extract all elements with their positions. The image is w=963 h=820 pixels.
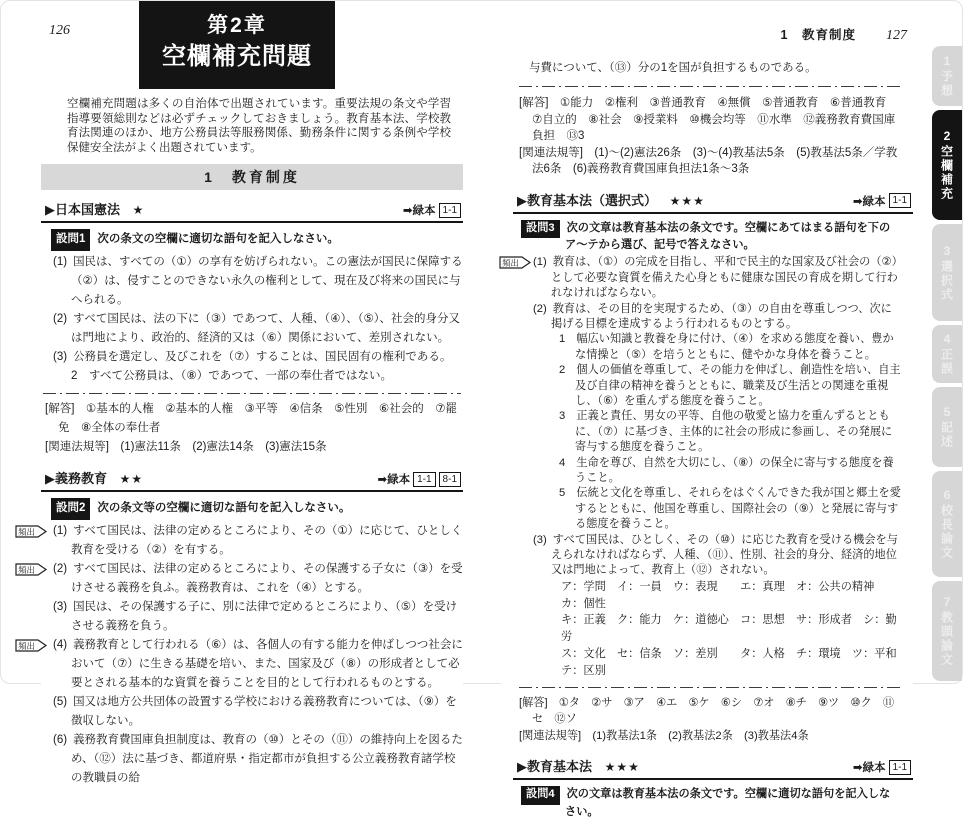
ref-box: 8-1 xyxy=(439,472,461,487)
question-intro-text: 次の文章は教育基本法の条文です。空欄にあてはまる語句を下のア～テから選び、記号で答えなさい。 xyxy=(565,221,891,251)
question-number-badge: 設問1 xyxy=(51,229,90,251)
heading-nihonkoku-kenpo xyxy=(41,199,463,223)
page-number-left: 126 xyxy=(49,23,70,38)
question-item: (5) 国又は地方公共団体の設置する学校における義務教育については、（⑨）を徴収しない。 xyxy=(53,696,457,728)
related-laws-line: [関連法規等] (1)憲法11条 (2)憲法14条 (3)憲法15条 xyxy=(45,441,327,454)
question-intro-text: 次の条文等の空欄に適切な語句を記入しなさい。 xyxy=(97,502,351,515)
svg-text:頻出: 頻出 xyxy=(18,527,36,538)
ref-box: 1-1 xyxy=(889,193,911,208)
question-item: (3) すべて国民は、ひとしく、その（⑩）に応じた教育を受ける機会を与えられなければならず、人種、（⑪）、性別、社会的身分、経済的地位又は門地によって、教育上（⑫）されない。 xyxy=(533,533,898,577)
question-subitem: 5 伝統と文化を尊重し、それらをはぐくんできた我が国と郷土を愛するとともに、他国を尊重し、国際社会の（⑨）と発展に寄与する態度を養うこと。 xyxy=(559,487,901,531)
question-intro-text: 次の文章は教育基本法の条文です。空欄に適切な語句を記入しなさい。 xyxy=(565,788,891,818)
question-number-badge: 設問3 xyxy=(521,220,560,238)
question-item: (6) 義務教育費国庫負担制度は、教育の（⑩）とその（⑪）の維持向上を図るため、（⑫）法に基づき、都道府県・指定都市が負担する公立義務教育諸学校の教職員の給 xyxy=(53,734,463,785)
question-item: 頻出 (1) すべて国民は、法律の定めるところにより、その（①）に応じて、ひとしく教育を受ける（②）を有する。 xyxy=(53,522,463,560)
choices-line: キ：正義 ク：能力 ケ：道徳心 コ：思想 サ：形成者 シ：勤労 xyxy=(561,614,897,644)
question-3-intro xyxy=(521,220,901,254)
choices-line: ア：学問 イ：一員 ウ：表現 エ：真理 オ：公共の精神 カ：個性 xyxy=(561,580,886,610)
question-item: 頻出 (1) 教育は、（①）の完成を目指し、平和で民主的な国家及び社会の（②）として必要な資質を備えた心身ともに健康な国民の育成を期して行われなければならない。 xyxy=(533,255,903,301)
related-laws-line: [関連法規等] (1)～(2)憲法26条 (3)～(4)教基法5条 (5)教基法5条／学教法6条 (6)義務教育費国庫負担法1条～3条 xyxy=(519,146,898,175)
star-rating: ★★★ xyxy=(604,760,640,775)
chapter-title-box xyxy=(139,1,335,89)
tab-yosou: 1 予想 xyxy=(932,46,962,106)
page-number-right: 127 xyxy=(886,28,907,43)
answer-separator xyxy=(519,687,903,689)
ref-box: 1-1 xyxy=(439,203,461,218)
question-2-intro xyxy=(51,498,463,520)
heading-title: ▶教育基本法（選択式） xyxy=(517,192,657,208)
answer-separator xyxy=(519,86,903,88)
question-item: (3) 国民は、その保護する子に、別に法律で定めるところにより、（⑤）を受けさせる義務を負う。 xyxy=(53,601,458,633)
frequent-marker-icon xyxy=(15,562,48,577)
svg-text:頻出: 頻出 xyxy=(18,565,36,576)
section-bar: 1 教育制度 xyxy=(41,164,463,190)
frequent-marker-icon xyxy=(499,255,532,270)
reference-link xyxy=(853,193,911,209)
answer-line: [解答] ①能力 ②権利 ③普通教育 ④無償 ⑤普通教育 ⑥普通教育 ⑦自立的 ⑧社会 ⑨授業料 ⑩機会均等 ⑪水準 ⑫義務教育費国庫負担 ⑬3 xyxy=(519,97,898,142)
left-page xyxy=(18,1,463,785)
question-subitem: 3 正義と責任、男女の平等、自他の敬愛と協力を重んずるとともに、（⑦）に基づき、主体的に社会の形成に参画し、その発展に寄与する態度を養うこと。 xyxy=(559,410,893,454)
answer-line: [解答] ①タ ②サ ③ア ④エ ⑤ケ ⑥シ ⑦オ ⑧チ ⑨ツ ⑩ク ⑪セ ⑫ソ xyxy=(519,696,895,726)
ref-box: 1-1 xyxy=(413,472,435,487)
question-2-continuation: 与費について、（⑬）分の1を国が負担するものである。 xyxy=(529,62,817,74)
question-item: (2) 教育は、その目的を実現するため、（③）の自由を尊重しつつ、次に掲げる目標を達成するよう行われるものとする。 xyxy=(533,302,892,330)
frequent-marker-icon xyxy=(15,524,48,539)
question-item: (1) 国民は、すべての（①）の享有を妨げられない。この憲法が国民に保障する（②）は、侵すことのできない永久の権利として、現在及び将来の国民に与へられる。 xyxy=(53,256,463,307)
answer-line: [解答] ①基本的人権 ②基本的人権 ③平等 ④信条 ⑤性別 ⑥社会的 ⑦罷免 ⑧全体の奉仕者 xyxy=(45,403,458,435)
question-intro-text: 次の条文の空欄に適切な語句を記入しなさい。 xyxy=(97,233,339,246)
reference-link xyxy=(377,471,461,487)
question-1-intro xyxy=(51,229,463,251)
choices-line: ス：文化 セ：信条 ソ：差別 タ：人格 チ：環境 ツ：平和 テ：区別 xyxy=(561,648,908,677)
frequent-marker-icon xyxy=(15,638,48,653)
heading-kyoiku-kihonho-sentaku xyxy=(513,190,913,214)
reference-link xyxy=(853,759,911,775)
question-item: (3) 公務員を選定し、及びこれを（⑦）することは、国民固有の権利である。 xyxy=(53,351,452,364)
question-subitem: 2 個人の価値を尊重して、その能力を伸ばし、創造性を培い、自主及び自律の精神を養うとともに、職業及び生活との関連を重視し、（⑥）を重んずる態度を養うこと。 xyxy=(559,364,901,407)
svg-text:頻出: 頻出 xyxy=(18,641,36,652)
running-header-section: 1 教育制度 xyxy=(780,28,856,42)
star-rating: ★★★ xyxy=(669,193,705,208)
question-number-badge: 設問2 xyxy=(51,498,90,520)
tab-kocho-ronbun: 6 校長論文 xyxy=(932,471,962,577)
heading-gimu-kyoiku xyxy=(41,468,463,492)
arrow-icon: ➡緑本 xyxy=(377,474,411,487)
question-4-intro xyxy=(521,786,901,820)
star-rating: ★ xyxy=(132,203,145,218)
question-item: 2 すべて公務員は、（⑧）であつて、一部の奉仕者ではない。 xyxy=(71,370,392,383)
question-item: 頻出 (2) すべて国民は、法律の定めるところにより、その保護する子女に（③）を受けさせる義務を負ふ。義務教育は、これを（④）とする。 xyxy=(53,560,463,598)
ref-box: 1-1 xyxy=(889,760,911,775)
running-header xyxy=(501,25,907,44)
question-number-badge: 設問4 xyxy=(521,786,560,804)
right-page xyxy=(501,1,913,818)
arrow-icon: ➡緑本 xyxy=(852,195,886,208)
answer-separator xyxy=(43,392,461,394)
arrow-icon: ➡緑本 xyxy=(402,205,436,218)
tab-seigo: 4 正誤 xyxy=(932,325,962,383)
tab-sentakushiki: 3 選択式 xyxy=(932,224,962,321)
heading-title: ▶日本国憲法 xyxy=(45,202,120,218)
question-item: 頻出 (4) 義務教育として行われる（⑥）は、各個人の有する能力を伸ばしつつ社会において（⑦）に生きる基礎を培い、また、国家及び（⑧）の形成者として必要とされる基本的な資質を養うことを目的として行われるものとする。 xyxy=(53,636,463,693)
question-item: (2) すべて国民は、法の下に（③）であつて、人種、（④）、（⑤）、社会的身分又は門地により、政治的、経済的又は（⑥）関係において、差別されない。 xyxy=(53,313,461,345)
heading-kyoiku-kihonho xyxy=(513,756,913,780)
heading-title: ▶義務教育 xyxy=(45,471,107,487)
chapter-intro: 空欄補充問題は多くの自治体で出題されています。重要法規の条文や学習指導要領総則などは必ずチェックしておきましょう。教育基本法、学校教育法関連のほか、地方公務員法等服務関係、勤務条件に関する条例や学校保健安全法がよく出題されています。 xyxy=(67,98,451,154)
related-laws-line: [関連法規等] (1)教基法1条 (2)教基法2条 (3)教基法4条 xyxy=(519,729,809,742)
chapter-number: 第2章 xyxy=(207,14,267,37)
reference-link xyxy=(403,202,461,218)
star-rating: ★★ xyxy=(119,472,144,487)
question-subitem: 1 幅広い知識と教養を身に付け、（④）を求める態度を養い、豊かな情操と（⑤）を培うとともに、健やかな身体を養うこと。 xyxy=(559,333,894,361)
chapter-title: 空欄補充問題 xyxy=(162,43,312,70)
arrow-icon: ➡緑本 xyxy=(852,762,886,775)
tab-kyoto-ronbun: 7 教頭論文 xyxy=(932,581,962,681)
svg-text:頻出: 頻出 xyxy=(502,258,520,269)
heading-title: ▶教育基本法 xyxy=(517,759,592,775)
question-subitem: 4 生命を尊び、自然を大切にし、（⑧）の保全に寄与する態度を養うこと。 xyxy=(559,456,894,484)
tab-kijutsu: 5 記述 xyxy=(932,387,962,467)
tab-kuran-hoju: 2 空欄補充 xyxy=(932,110,962,220)
